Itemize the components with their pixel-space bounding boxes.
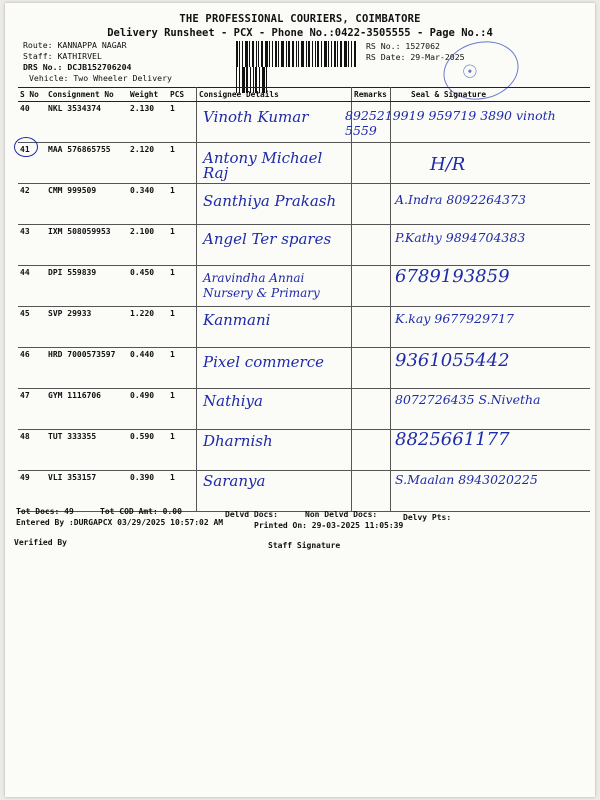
consignee-handwriting: Nathiya xyxy=(203,392,263,410)
row-pcs: 1 xyxy=(168,471,197,512)
barcode-bar xyxy=(321,41,322,67)
signature-handwriting: A.Indra 8092264373 xyxy=(395,192,526,207)
runsheet-subtitle: Delivery Runsheet - PCX - Phone No.:0422-3505555 - Page No.:4 xyxy=(107,27,493,39)
row-remarks xyxy=(352,307,391,348)
table-row xyxy=(18,430,590,471)
barcode-bar xyxy=(301,41,304,67)
barcode-bar xyxy=(315,41,316,67)
barcode-bar xyxy=(258,41,259,67)
row-consignee xyxy=(197,266,352,307)
barcode-bar xyxy=(331,41,332,67)
row-consignee xyxy=(197,102,352,143)
rs-number: RS No.: 1527062 xyxy=(366,41,440,51)
total-docs: Tot Docs: 49 xyxy=(16,507,74,516)
row-signature xyxy=(391,266,591,307)
barcode-bar xyxy=(278,41,279,67)
consignee-handwriting: Dharnish xyxy=(203,432,273,450)
row-pcs: 1 xyxy=(168,307,197,348)
row-signature xyxy=(391,471,591,512)
row-signature xyxy=(391,307,591,348)
signature-handwriting: P.Kathy 9894704383 xyxy=(395,230,526,245)
barcode-bar xyxy=(242,41,243,67)
verified-by: Verified By xyxy=(14,538,67,547)
row-sno: 47 xyxy=(18,389,46,430)
signature-handwriting: 8072726435 S.Nivetha xyxy=(395,392,541,407)
barcode-bar xyxy=(245,41,248,67)
barcode-bar xyxy=(252,41,254,67)
row-pcs: 1 xyxy=(168,143,197,184)
row-signature xyxy=(391,184,591,225)
signature-handwriting: K.kay 9677929717 xyxy=(395,311,514,326)
row-remarks xyxy=(352,471,391,512)
table-row xyxy=(18,348,590,389)
barcode-bar xyxy=(249,41,250,67)
barcode-bar xyxy=(236,41,238,67)
row-weight: 0.390 xyxy=(128,471,168,512)
row-pcs: 1 xyxy=(168,102,197,143)
col-weight: Weight xyxy=(128,88,168,102)
row-signature xyxy=(391,143,591,184)
col-remarks: Remarks xyxy=(352,88,391,102)
table-row xyxy=(18,102,590,143)
total-cod: Tot COD Amt: 0.00 xyxy=(100,507,182,516)
barcode-bar xyxy=(261,41,263,67)
barcode-bar xyxy=(351,41,352,67)
barcode-image xyxy=(236,41,359,67)
printed-on: Printed On: 29-03-2025 11:05:39 xyxy=(254,521,404,530)
row-consignment: GYM 1116706 xyxy=(46,389,128,430)
barcode-bar xyxy=(275,41,277,67)
barcode-bar xyxy=(312,41,313,67)
non-delivered-docs: Non Delvd Docs: xyxy=(305,510,378,519)
barcode-bar xyxy=(308,41,310,67)
table-row xyxy=(18,389,590,430)
row-consignment: VLI 353157 xyxy=(46,471,128,512)
consignee-handwriting: Antony Michael Raj xyxy=(203,149,323,182)
row-pcs: 1 xyxy=(168,184,197,225)
row-sno: 46 xyxy=(18,348,46,389)
col-consignment: Consignment No xyxy=(46,88,128,102)
row-weight: 0.590 xyxy=(128,430,168,471)
row-pcs: 1 xyxy=(168,348,197,389)
barcode-bar xyxy=(239,41,240,67)
consignee-handwriting: Santhiya Prakash xyxy=(203,192,337,210)
row-remarks xyxy=(352,225,391,266)
signature-handwriting: 8925219919 959719 3890 vinoth 5559 xyxy=(345,108,556,138)
col-pcs: PCS xyxy=(168,88,197,102)
row-signature xyxy=(391,430,591,471)
row-signature xyxy=(391,348,591,389)
row-pcs: 1 xyxy=(168,225,197,266)
barcode-bar xyxy=(337,41,338,67)
barcode-bar xyxy=(265,41,268,67)
barcode-bar xyxy=(344,41,347,67)
row-remarks xyxy=(352,184,391,225)
row-signature xyxy=(391,102,591,143)
barcode-bar xyxy=(272,41,273,67)
row-pcs: 1 xyxy=(168,430,197,471)
row-sno: 40 xyxy=(18,102,46,143)
table-row xyxy=(18,143,590,184)
consignee-handwriting: Saranya xyxy=(203,472,266,490)
row-remarks xyxy=(352,102,391,143)
table-row xyxy=(18,184,590,225)
row-weight: 0.450 xyxy=(128,266,168,307)
row-consignment: DPI 559839 xyxy=(46,266,128,307)
row-sno: 48 xyxy=(18,430,46,471)
rs-date: RS Date: 29-Mar-2025 xyxy=(366,52,465,62)
barcode-bar xyxy=(324,41,327,67)
row-consignee xyxy=(197,389,352,430)
row-remarks xyxy=(352,430,391,471)
barcode-bar xyxy=(328,41,329,67)
row-consignee xyxy=(197,225,352,266)
consignee-handwriting: Kanmani xyxy=(203,311,271,329)
barcode-bar xyxy=(306,41,307,67)
col-sno: S No xyxy=(18,88,46,102)
row-remarks xyxy=(352,348,391,389)
row-consignment: NKL 3534374 xyxy=(46,102,128,143)
barcode-bar xyxy=(281,41,284,67)
row-consignment: MAA 576865755 xyxy=(46,143,128,184)
row-consignee xyxy=(197,307,352,348)
barcode-bar xyxy=(288,41,290,67)
row-weight: 0.490 xyxy=(128,389,168,430)
row-weight: 1.220 xyxy=(128,307,168,348)
row-sno: 41 xyxy=(18,143,46,184)
row-sno: 43 xyxy=(18,225,46,266)
consignee-handwriting: Angel Ter spares xyxy=(203,230,332,248)
signature-handwriting: 6789193859 xyxy=(395,266,510,287)
route-label: Route: KANNAPPA NAGAR xyxy=(23,40,127,50)
col-signature: Seal & Signature xyxy=(391,88,591,102)
barcode-bar xyxy=(354,41,356,67)
table-row xyxy=(18,471,590,512)
row-weight: 0.340 xyxy=(128,184,168,225)
table-row xyxy=(18,266,590,307)
barcode-bar xyxy=(334,41,336,67)
row-signature xyxy=(391,225,591,266)
row-consignee xyxy=(197,430,352,471)
delivery-points: Delvy Pts: xyxy=(403,513,452,522)
row-consignee xyxy=(197,471,352,512)
entered-by: Entered By :DURGAPCX 03/29/2025 10:57:02 AM xyxy=(16,518,224,527)
barcode-bar xyxy=(292,41,294,67)
row-consignment: SVP 29933 xyxy=(46,307,128,348)
barcode-bar xyxy=(348,41,349,67)
signature-handwriting: 9361055442 xyxy=(395,350,510,371)
circled-row-marker xyxy=(14,137,38,157)
consignee-handwriting: Aravindha Annai Nursery & Primary xyxy=(203,271,320,300)
row-sno: 49 xyxy=(18,471,46,512)
row-signature xyxy=(391,389,591,430)
barcode-bar xyxy=(256,41,257,67)
row-consignee xyxy=(197,143,352,184)
col-consignee: Consignee Details xyxy=(197,88,352,102)
row-consignment: TUT 333355 xyxy=(46,430,128,471)
row-remarks xyxy=(352,143,391,184)
barcode-bar xyxy=(269,41,270,67)
row-pcs: 1 xyxy=(168,266,197,307)
row-weight: 2.120 xyxy=(128,143,168,184)
barcode-bar xyxy=(298,41,299,67)
signature-handwriting: 8825661177 xyxy=(395,429,510,450)
runsheet-table xyxy=(18,87,590,512)
vehicle-label: Vehicle: Two Wheeler Delivery xyxy=(29,73,172,83)
row-remarks xyxy=(352,266,391,307)
company-title: THE PROFESSIONAL COURIERS, COIMBATORE xyxy=(179,13,421,25)
row-consignee xyxy=(197,348,352,389)
barcode-bar xyxy=(286,41,287,67)
row-weight: 2.100 xyxy=(128,225,168,266)
staff-signature: Staff Signature xyxy=(268,541,341,550)
row-consignment: HRD 7000573597 xyxy=(46,348,128,389)
table-header-row xyxy=(18,88,590,102)
row-consignee xyxy=(197,184,352,225)
row-consignment: IXM 508059953 xyxy=(46,225,128,266)
row-pcs: 1 xyxy=(168,389,197,430)
consignee-handwriting: Vinoth Kumar xyxy=(203,108,309,126)
barcode-bar xyxy=(296,41,297,67)
barcode-bar xyxy=(340,41,342,67)
staff-label: Staff: KATHIRVEL xyxy=(23,51,102,61)
consignee-handwriting: Pixel commerce xyxy=(203,353,324,371)
row-consignment: CMM 999509 xyxy=(46,184,128,225)
signature-handwriting: H/R xyxy=(430,154,466,175)
row-weight: 0.440 xyxy=(128,348,168,389)
delivered-docs: Delvd Docs: xyxy=(225,510,278,519)
row-sno: 45 xyxy=(18,307,46,348)
table-row xyxy=(18,307,590,348)
table-row xyxy=(18,225,590,266)
row-weight: 2.130 xyxy=(128,102,168,143)
signature-handwriting: S.Maalan 8943020225 xyxy=(395,472,538,487)
row-sno: 44 xyxy=(18,266,46,307)
row-remarks xyxy=(352,389,391,430)
office-stamp: ☉ xyxy=(437,34,525,108)
drs-number: DRS No.: DCJB152706204 xyxy=(23,62,132,72)
row-sno: 42 xyxy=(18,184,46,225)
barcode-bar xyxy=(317,41,319,67)
